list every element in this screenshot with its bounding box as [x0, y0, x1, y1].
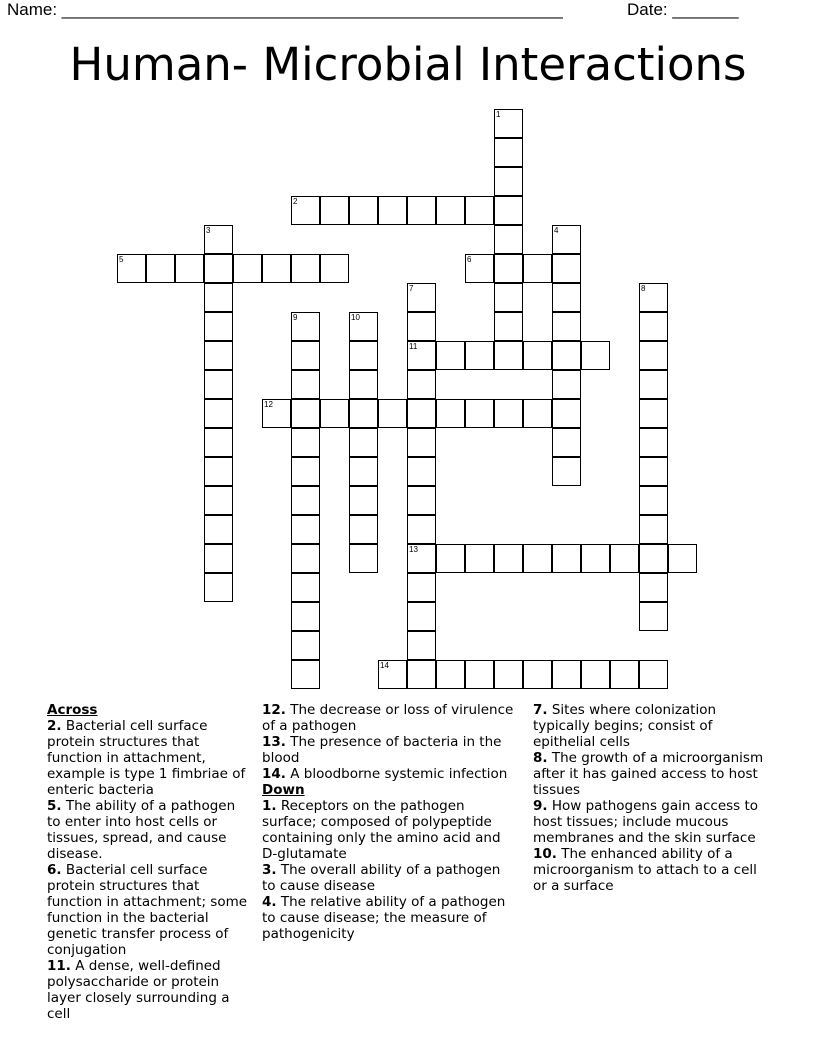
grid-cell[interactable]: [291, 312, 320, 341]
clue-number: 7: [409, 284, 414, 293]
name-field[interactable]: [7, 0, 563, 20]
grid-cell[interactable]: [639, 544, 668, 573]
clue-text: The growth of a microorganism after it has gained access to host tissues: [533, 750, 764, 798]
grid-cell[interactable]: [552, 225, 581, 254]
grid-cell[interactable]: [146, 254, 175, 283]
down-clue: [262, 894, 517, 942]
down-clue: [533, 750, 773, 798]
clue-text: The presence of bacteria in the blood: [262, 734, 502, 766]
grid-cell[interactable]: [494, 312, 523, 341]
grid-cell[interactable]: [465, 544, 494, 573]
grid-cell[interactable]: [494, 167, 523, 196]
grid-cell[interactable]: [204, 341, 233, 370]
across-clue: [262, 702, 517, 734]
grid-cell[interactable]: [204, 486, 233, 515]
grid-cell[interactable]: [581, 544, 610, 573]
across-clue: [262, 766, 517, 782]
clue-text: How pathogens gain access to host tissues; include mucous membranes and the skin surface: [533, 798, 759, 846]
grid-cell[interactable]: [407, 428, 436, 457]
grid-cell[interactable]: [436, 341, 465, 370]
grid-cell[interactable]: [349, 544, 378, 573]
clue-num: 11.: [47, 958, 71, 974]
grid-cell[interactable]: [407, 573, 436, 602]
clue-text: The ability of a pathogen to enter into host cells or tissues, spread, and cause disease.: [47, 798, 236, 862]
grid-cell[interactable]: [436, 196, 465, 225]
clue-text: The decrease or loss of virulence of a pathogen: [262, 702, 514, 734]
grid-cell[interactable]: [465, 196, 494, 225]
grid-cell[interactable]: [291, 602, 320, 631]
grid-cell[interactable]: [407, 631, 436, 660]
grid-cell[interactable]: [465, 660, 494, 689]
clue-number: 13: [409, 545, 418, 554]
grid-cell[interactable]: [465, 341, 494, 370]
clue-text: The relative ability of a pathogen to cause disease; the measure of pathogenicity: [262, 894, 506, 942]
grid-cell[interactable]: [291, 341, 320, 370]
clue-num: 3.: [262, 862, 277, 878]
grid-cell[interactable]: [204, 515, 233, 544]
grid-cell[interactable]: [494, 660, 523, 689]
grid-cell[interactable]: [233, 254, 262, 283]
clue-text: A bloodborne systemic infection: [290, 766, 508, 782]
grid-cell[interactable]: [552, 544, 581, 573]
grid-cell[interactable]: [639, 660, 668, 689]
clues-column-2: [262, 702, 517, 942]
clue-num: 2.: [47, 718, 62, 734]
across-clue: [47, 862, 252, 958]
grid-cell[interactable]: [320, 196, 349, 225]
grid-cell[interactable]: [465, 254, 494, 283]
down-clue: [533, 702, 773, 750]
grid-cell[interactable]: [668, 544, 697, 573]
clue-num: 6.: [47, 862, 62, 878]
grid-cell[interactable]: [494, 544, 523, 573]
grid-cell[interactable]: [291, 428, 320, 457]
grid-cell[interactable]: [204, 573, 233, 602]
clue-number: 10: [351, 313, 360, 322]
grid-cell[interactable]: [552, 660, 581, 689]
grid-cell[interactable]: [407, 312, 436, 341]
clue-number: 9: [293, 313, 298, 322]
grid-cell[interactable]: [320, 254, 349, 283]
grid-cell[interactable]: [610, 544, 639, 573]
grid-cell[interactable]: [436, 544, 465, 573]
clue-number: 11: [409, 342, 418, 351]
grid-cell[interactable]: [407, 370, 436, 399]
clue-text: Bacterial cell surface protein structures that function in attachment; some function in the bacterial genetic transfer process of conjugation: [47, 862, 248, 958]
down-clue: [262, 862, 517, 894]
grid-cell[interactable]: [523, 660, 552, 689]
clue-number: 2: [293, 197, 298, 206]
grid-cell[interactable]: [291, 370, 320, 399]
grid-cell[interactable]: [349, 341, 378, 370]
grid-cell[interactable]: [581, 341, 610, 370]
clue-num: 10.: [533, 846, 557, 862]
across-heading: Across: [47, 702, 98, 718]
clue-num: 5.: [47, 798, 62, 814]
clue-num: 13.: [262, 734, 286, 750]
grid-cell[interactable]: [639, 399, 668, 428]
clue-num: 1.: [262, 798, 277, 814]
grid-cell[interactable]: [494, 138, 523, 167]
grid-cell[interactable]: [291, 573, 320, 602]
clue-text: The overall ability of a pathogen to cause disease: [262, 862, 501, 894]
grid-cell[interactable]: [523, 341, 552, 370]
grid-cell[interactable]: [407, 486, 436, 515]
grid-cell[interactable]: [494, 109, 523, 138]
grid-cell[interactable]: [175, 254, 204, 283]
grid-cell[interactable]: [407, 457, 436, 486]
clue-text: Bacterial cell surface protein structures that function in attachment, example is type 1 fimbriae of enteric bacteria: [47, 718, 246, 798]
across-clue: [47, 798, 252, 862]
grid-cell[interactable]: [552, 399, 581, 428]
grid-cell[interactable]: [349, 515, 378, 544]
grid-cell[interactable]: [494, 196, 523, 225]
grid-cell[interactable]: [494, 254, 523, 283]
clue-text: Sites where colonization typically begins; consist of epithelial cells: [533, 702, 717, 750]
grid-cell[interactable]: [291, 486, 320, 515]
grid-cell[interactable]: [552, 283, 581, 312]
clue-number: 6: [467, 255, 472, 264]
grid-cell[interactable]: [204, 370, 233, 399]
grid-cell[interactable]: [407, 283, 436, 312]
grid-cell[interactable]: [552, 254, 581, 283]
clue-num: 14.: [262, 766, 286, 782]
grid-cell[interactable]: [639, 486, 668, 515]
grid-cell[interactable]: [349, 399, 378, 428]
grid-cell[interactable]: [552, 312, 581, 341]
grid-cell[interactable]: [523, 254, 552, 283]
grid-cell[interactable]: [204, 312, 233, 341]
grid-cell[interactable]: [378, 399, 407, 428]
grid-cell[interactable]: [291, 660, 320, 689]
grid-cell[interactable]: [204, 544, 233, 573]
grid-cell[interactable]: [378, 660, 407, 689]
grid-cell[interactable]: [581, 660, 610, 689]
clue-num: 8.: [533, 750, 548, 766]
clue-text: Receptors on the pathogen surface; composed of polypeptide containing only the amino acid and D-glutamate: [262, 798, 501, 862]
down-clue: [533, 798, 773, 846]
grid-cell[interactable]: [349, 457, 378, 486]
grid-cell[interactable]: [291, 544, 320, 573]
grid-cell[interactable]: [639, 428, 668, 457]
grid-cell[interactable]: [204, 428, 233, 457]
grid-cell[interactable]: [407, 341, 436, 370]
grid-cell[interactable]: [436, 399, 465, 428]
grid-cell[interactable]: [436, 660, 465, 689]
grid-cell[interactable]: [407, 660, 436, 689]
date-blank[interactable]: _______: [672, 0, 739, 19]
name-label: Name:: [7, 0, 62, 19]
clues-column-1: [47, 702, 252, 1022]
clue-number: 14: [380, 661, 389, 670]
name-blank[interactable]: _____________________________________________________: [61, 0, 563, 19]
date-label: Date:: [627, 0, 673, 19]
clue-text: A dense, well-defined polysaccharide or protein layer closely surrounding a cell: [47, 958, 230, 1022]
grid-cell[interactable]: [117, 254, 146, 283]
grid-cell[interactable]: [407, 399, 436, 428]
grid-cell[interactable]: [639, 283, 668, 312]
grid-cell[interactable]: [291, 457, 320, 486]
across-clue: [47, 718, 252, 798]
grid-cell[interactable]: [494, 283, 523, 312]
grid-cell[interactable]: [349, 312, 378, 341]
grid-cell[interactable]: [494, 341, 523, 370]
grid-cell[interactable]: [610, 660, 639, 689]
grid-cell[interactable]: [639, 515, 668, 544]
down-clue: [533, 846, 773, 894]
grid-cell[interactable]: [639, 312, 668, 341]
grid-cell[interactable]: [407, 602, 436, 631]
across-clue: [47, 958, 252, 1022]
grid-cell[interactable]: [552, 370, 581, 399]
grid-cell[interactable]: [204, 283, 233, 312]
grid-cell[interactable]: [494, 399, 523, 428]
clue-num: 9.: [533, 798, 548, 814]
grid-cell[interactable]: [523, 399, 552, 428]
grid-cell[interactable]: [639, 602, 668, 631]
grid-cell[interactable]: [349, 428, 378, 457]
grid-cell[interactable]: [291, 631, 320, 660]
grid-cell[interactable]: [320, 399, 349, 428]
grid-cell[interactable]: [494, 225, 523, 254]
clue-num: 4.: [262, 894, 277, 910]
clue-number: 4: [554, 226, 559, 235]
grid-cell[interactable]: [639, 573, 668, 602]
clue-number: 8: [641, 284, 646, 293]
down-clue: [262, 798, 517, 862]
clue-number: 3: [206, 226, 211, 235]
grid-cell[interactable]: [639, 457, 668, 486]
clue-num: 12.: [262, 702, 286, 718]
grid-cell[interactable]: [465, 399, 494, 428]
date-field[interactable]: [627, 0, 739, 20]
grid-cell[interactable]: [349, 370, 378, 399]
grid-cell[interactable]: [407, 196, 436, 225]
clue-number: 12: [264, 400, 273, 409]
grid-cell[interactable]: [407, 515, 436, 544]
grid-cell[interactable]: [378, 196, 407, 225]
grid-cell[interactable]: [204, 399, 233, 428]
grid-cell[interactable]: [552, 428, 581, 457]
clue-number: 1: [496, 110, 501, 119]
grid-cell[interactable]: [523, 544, 552, 573]
grid-cell[interactable]: [407, 544, 436, 573]
grid-cell[interactable]: [291, 515, 320, 544]
grid-cell[interactable]: [204, 254, 233, 283]
grid-cell[interactable]: [204, 457, 233, 486]
clue-text: The enhanced ability of a microorganism to attach to a cell or a surface: [533, 846, 757, 894]
clue-number: 5: [119, 255, 124, 264]
grid-cell[interactable]: [552, 341, 581, 370]
grid-cell[interactable]: [552, 457, 581, 486]
grid-cell[interactable]: [262, 399, 291, 428]
clues-column-3: [533, 702, 773, 894]
clue-num: 7.: [533, 702, 548, 718]
grid-cell[interactable]: [291, 254, 320, 283]
grid-cell[interactable]: [639, 370, 668, 399]
grid-cell[interactable]: [291, 196, 320, 225]
grid-cell[interactable]: [349, 486, 378, 515]
grid-cell[interactable]: [262, 254, 291, 283]
grid-cell[interactable]: [204, 225, 233, 254]
down-heading: Down: [262, 782, 305, 798]
grid-cell[interactable]: [291, 399, 320, 428]
grid-cell[interactable]: [349, 196, 378, 225]
grid-cell[interactable]: [639, 341, 668, 370]
page-title: Human- Microbial Interactions: [69, 38, 747, 91]
across-clue: [262, 734, 517, 766]
